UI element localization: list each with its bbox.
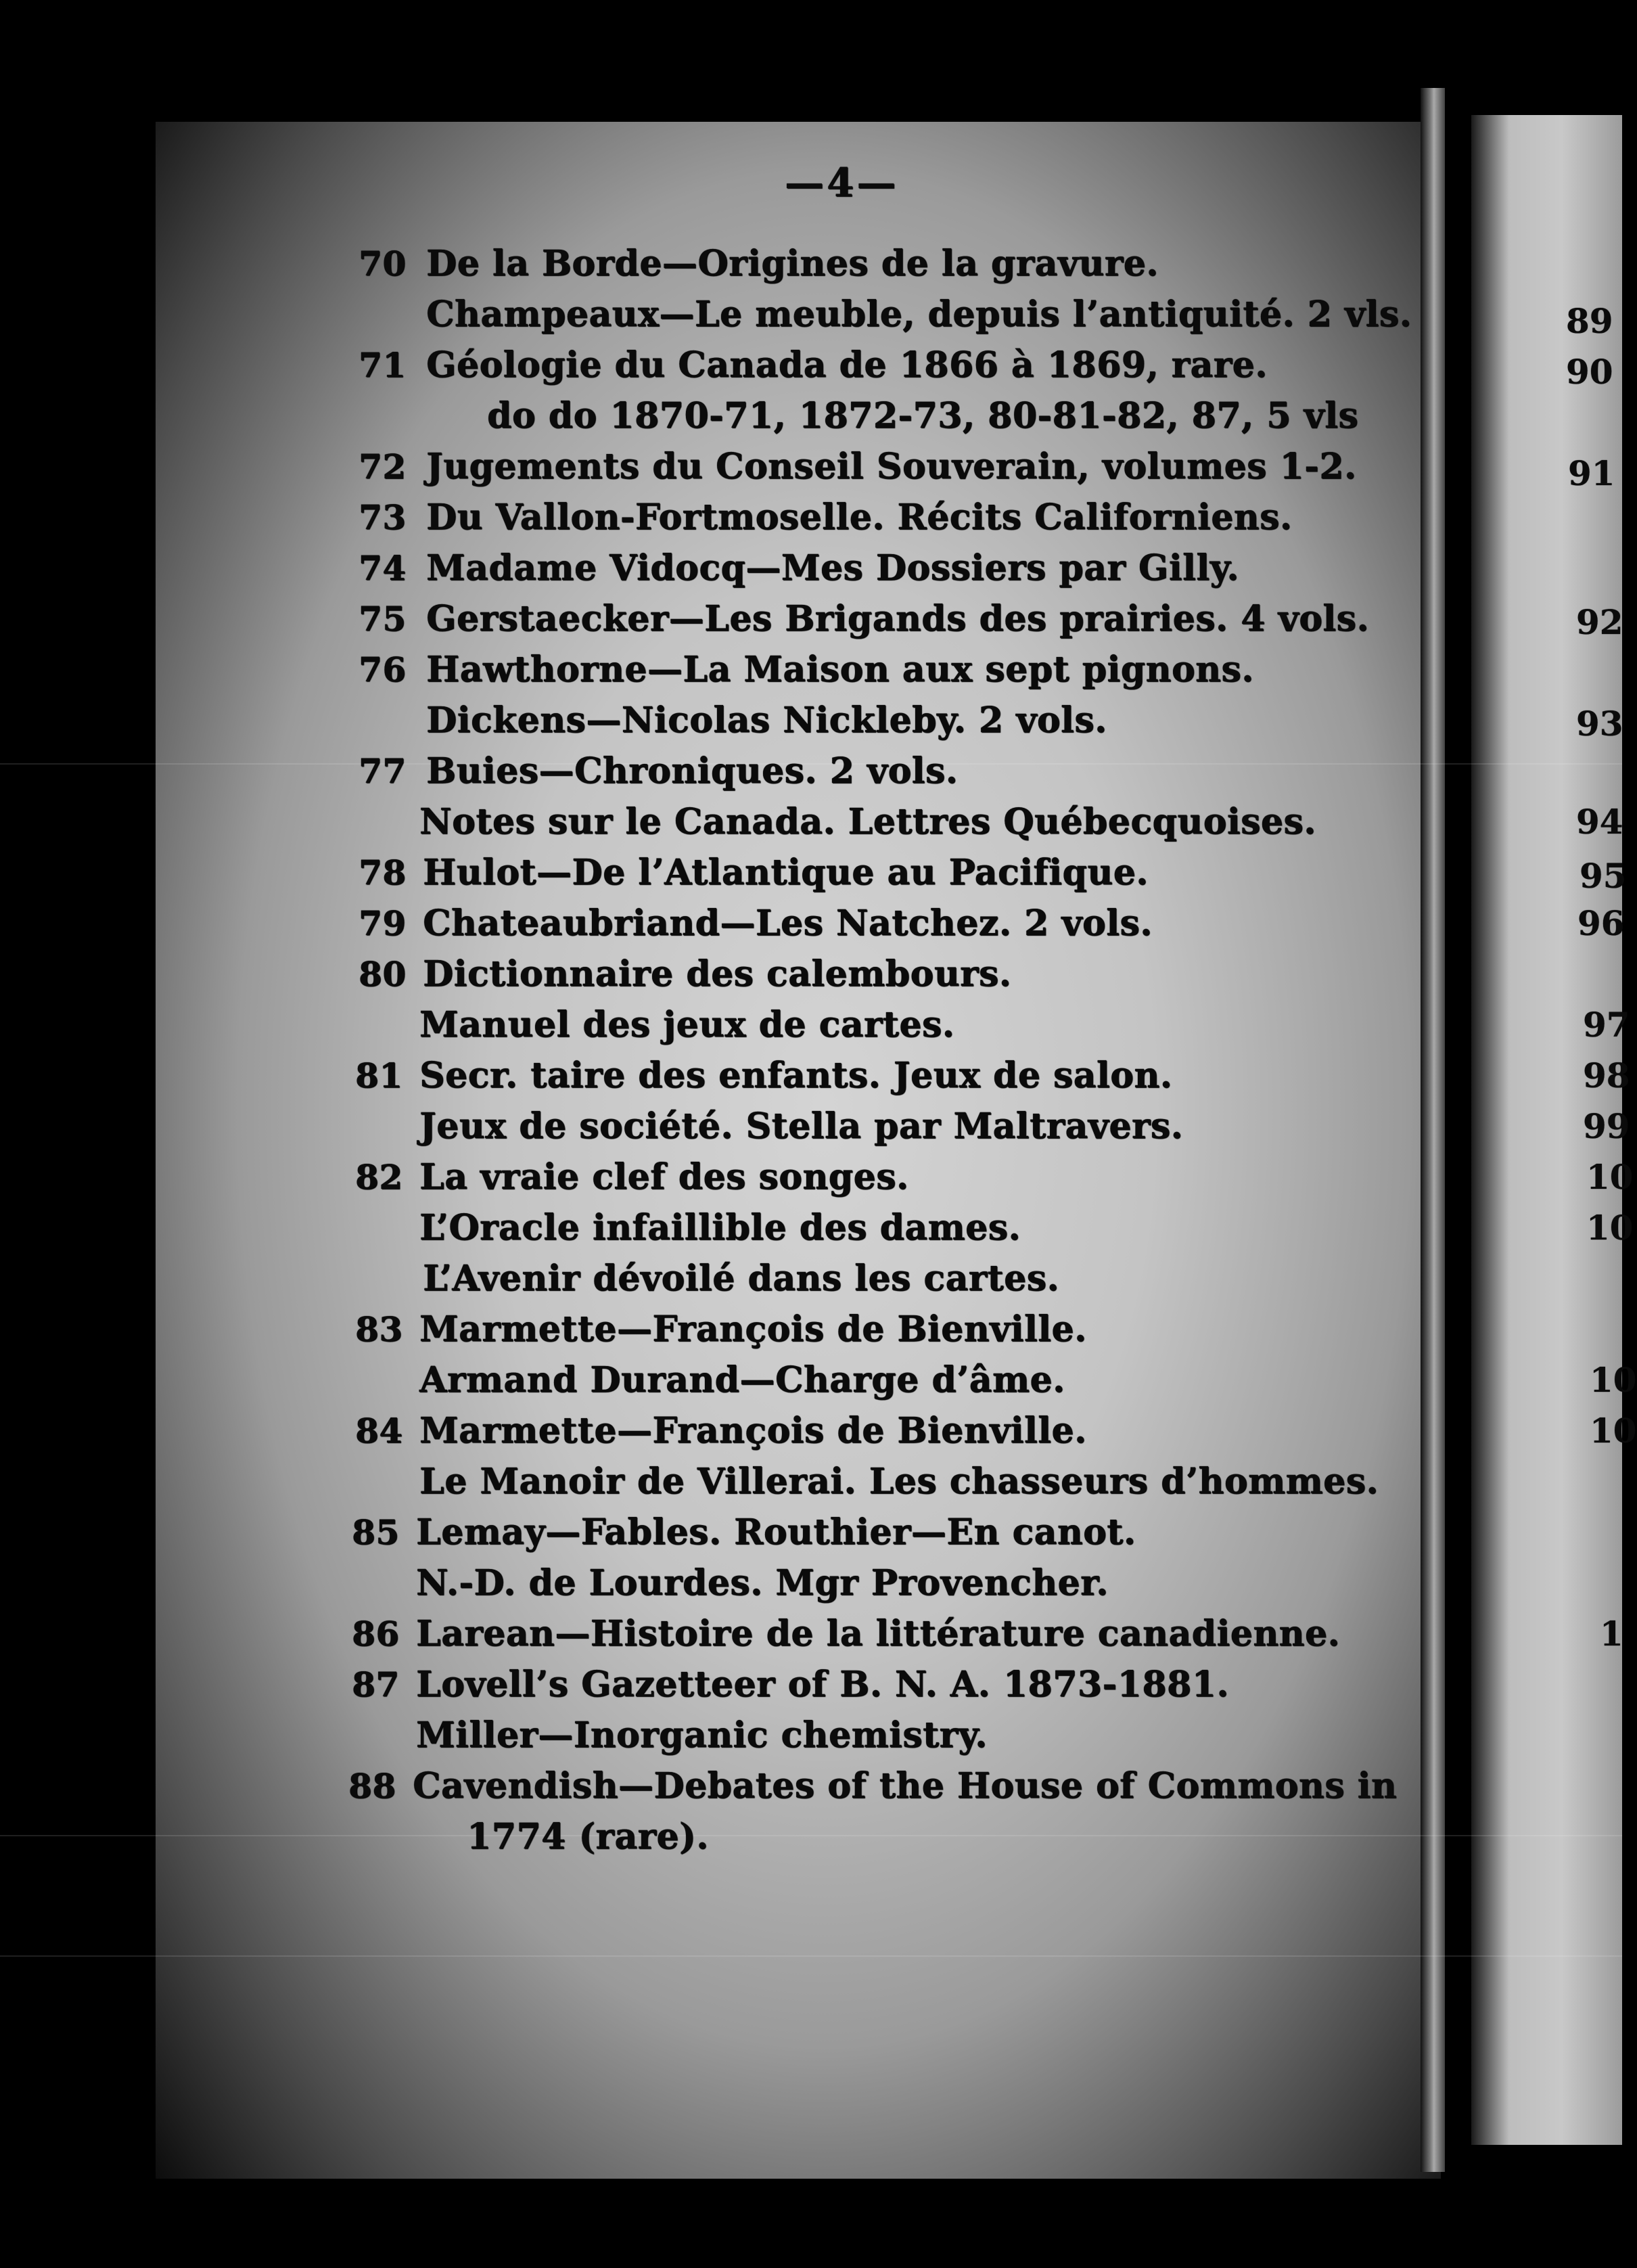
right-page-number: 1 (1600, 1614, 1623, 1654)
entry-text: Du Vallon-Fortmoselle. Récits Californiens. (426, 497, 1293, 538)
entry-number: 87 (352, 1664, 400, 1704)
entry-number: 83 (355, 1309, 403, 1349)
right-page-number: 96 (1577, 903, 1625, 943)
page-number: —4— (785, 160, 899, 206)
entry-number: 77 (359, 751, 407, 791)
entry-text: Notes sur le Canada. Lettres Québecquoises. (419, 801, 1316, 842)
right-page-number: 10 (1590, 1360, 1637, 1400)
entry-number: 73 (359, 497, 407, 537)
right-page-number: 10 (1590, 1411, 1637, 1451)
entry-text: Secr. taire des enfants. Jeux de salon. (419, 1055, 1173, 1096)
entry-number: 86 (352, 1614, 400, 1654)
entry-text: Lemay—Fables. Routhier—En canot. (416, 1512, 1136, 1553)
entry-number: 76 (359, 650, 407, 689)
entry-text: La vraie clef des songes. (419, 1156, 909, 1198)
entry-text: Marmette—François de Bienville. (419, 1410, 1087, 1451)
entry-text: do do 1870-71, 1872-73, 80-81-82, 87, 5 vls (487, 395, 1359, 436)
right-page-number: 89 (1566, 301, 1613, 341)
entry-text: Cavendish—Debates of the House of Commons in (413, 1765, 1398, 1807)
entry-number: 78 (359, 853, 407, 892)
entry-text: Le Manoir de Villerai. Les chasseurs d’hommes. (419, 1461, 1379, 1502)
right-page-number: 90 (1566, 352, 1613, 392)
right-page-number: 93 (1576, 704, 1623, 744)
entry-text: 1774 (rare). (467, 1816, 709, 1857)
entry-number: 75 (359, 599, 407, 639)
right-page-number: 10 (1586, 1208, 1634, 1248)
entry-number: 72 (359, 447, 407, 486)
entry-text: Madame Vidocq—Mes Dossiers par Gilly. (426, 547, 1239, 589)
entry-number: 88 (348, 1766, 396, 1806)
entry-number: 70 (359, 244, 407, 284)
entry-text: Jeux de société. Stella par Maltravers. (419, 1106, 1184, 1147)
scan-line (0, 1955, 1622, 1957)
entry-text: Gerstaecker—Les Brigands des prairies. 4 vols. (426, 598, 1369, 639)
entry-number: 84 (355, 1411, 403, 1451)
entry-text: Géologie du Canada de 1866 à 1869, rare. (426, 344, 1268, 386)
right-page-number: 10 (1586, 1157, 1634, 1197)
right-page-number: 94 (1576, 802, 1623, 842)
entry-text: De la Borde—Origines de la gravure. (426, 243, 1159, 284)
entry-text: Marmette—François de Bienville. (419, 1309, 1087, 1350)
entry-text: Chateaubriand—Les Natchez. 2 vols. (423, 903, 1153, 944)
entry-text: Lovell’s Gazetteer of B. N. A. 1873-1881. (416, 1664, 1229, 1705)
right-page-number: 92 (1576, 602, 1623, 642)
right-page-number: 98 (1583, 1056, 1630, 1095)
entry-text: N.-D. de Lourdes. Mgr Provencher. (416, 1562, 1109, 1604)
entry-text: Dickens—Nicolas Nickleby. 2 vols. (426, 700, 1107, 741)
entry-number: 79 (359, 903, 407, 943)
entry-number: 82 (355, 1157, 403, 1197)
entry-number: 74 (359, 548, 407, 588)
entry-text: Hulot—De l’Atlantique au Pacifique. (423, 852, 1149, 893)
right-page-number: 95 (1580, 856, 1627, 896)
entry-text: Hawthorne—La Maison aux sept pignons. (426, 649, 1254, 690)
entry-text: Miller—Inorganic chemistry. (416, 1715, 988, 1756)
right-page-number: 91 (1568, 453, 1615, 493)
entry-text: Manuel des jeux de cartes. (419, 1004, 955, 1045)
entry-text: Champeaux—Le meuble, depuis l’antiquité. 2 vls. (426, 294, 1412, 335)
entry-text: Buies—Chroniques. 2 vols. (426, 750, 959, 792)
book-gutter (1421, 88, 1445, 2172)
entry-text: L’Oracle infaillible des dames. (419, 1207, 1021, 1248)
right-page-number: 99 (1583, 1106, 1630, 1146)
entry-text: Larean—Histoire de la littérature canadienne. (416, 1613, 1341, 1654)
entry-number: 80 (359, 954, 407, 994)
entry-text: Jugements du Conseil Souverain, volumes 1-2. (426, 446, 1357, 487)
entry-number: 85 (352, 1512, 400, 1552)
entry-number: 81 (355, 1056, 403, 1095)
entry-text: L’Avenir dévoilé dans les cartes. (423, 1258, 1060, 1299)
entry-number: 71 (359, 345, 407, 385)
right-page-number: 97 (1583, 1005, 1630, 1045)
scan-line (0, 1835, 1622, 1836)
entry-text: Armand Durand—Charge d’âme. (419, 1359, 1065, 1401)
entry-text: Dictionnaire des calembours. (423, 953, 1012, 995)
